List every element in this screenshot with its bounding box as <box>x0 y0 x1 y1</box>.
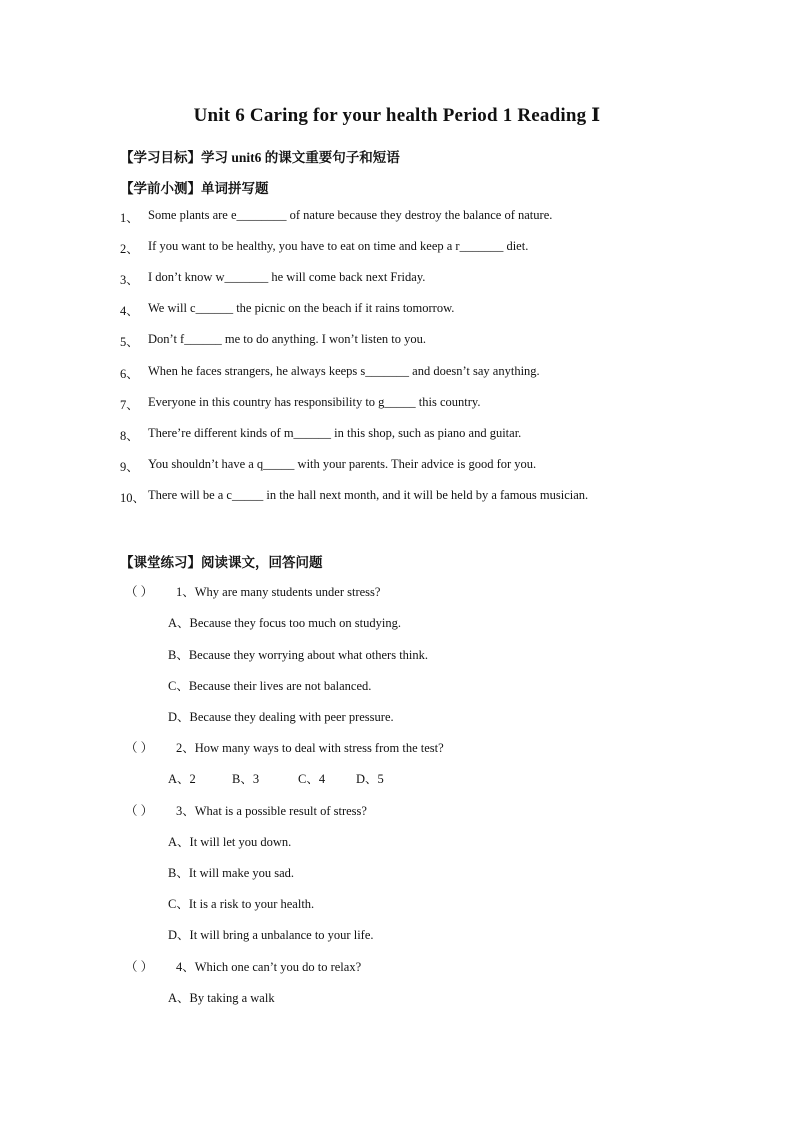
option: D、Because they dealing with peer pressure. <box>168 710 394 724</box>
page-title: Unit 6 Caring for your health Period 1 Reading Ⅰ <box>193 105 601 126</box>
option: C、It is a risk to your health. <box>168 897 315 911</box>
option: A、Because they focus too much on studying. <box>168 616 401 630</box>
option: B、It will make you sad. <box>168 866 295 880</box>
spelling-item: There’re different kinds of m______ in this shop, such as piano and guitar. <box>148 426 522 440</box>
spelling-num: 10、 <box>120 491 146 505</box>
question-text: 1、Why are many students under stress? <box>176 585 381 599</box>
option: D、5 <box>356 772 384 786</box>
spelling-num: 8、 <box>120 429 139 443</box>
spelling-num: 1、 <box>120 211 139 225</box>
answer-blank[interactable]: （ ） <box>125 741 154 755</box>
spelling-num: 4、 <box>120 304 139 318</box>
option: C、Because their lives are not balanced. <box>168 679 372 693</box>
spelling-item: There will be a c_____ in the hall next month, and it will be held by a famous musician. <box>148 488 589 502</box>
spelling-num: 3、 <box>120 273 139 287</box>
option: A、2 <box>168 772 196 786</box>
spelling-item: We will c______ the picnic on the beach if it rains tomorrow. <box>148 301 455 315</box>
option: B、Because they worrying about what others think. <box>168 648 429 662</box>
spelling-item: I don’t know w_______ he will come back next Friday. <box>148 270 426 284</box>
spelling-num: 2、 <box>120 242 139 256</box>
learning-goal-heading: 【学习目标】学习 unit6 的课文重要句子和短语 <box>120 150 400 165</box>
spelling-num: 9、 <box>120 460 139 474</box>
option: D、It will bring a unbalance to your life. <box>168 928 374 942</box>
spelling-item: When he faces strangers, he always keeps s_______ and doesn’t say anything. <box>148 364 540 378</box>
practice-heading: 【课堂练习】阅读课文，回答问题 <box>120 555 323 570</box>
inline-options <box>168 769 384 787</box>
answer-blank[interactable]: （ ） <box>125 804 154 818</box>
answer-blank[interactable]: （ ） <box>125 960 154 974</box>
question-text: 3、What is a possible result of stress? <box>176 804 367 818</box>
spelling-num: 7、 <box>120 398 139 412</box>
spelling-num: 6、 <box>120 367 139 381</box>
option: A、By taking a walk <box>168 991 275 1005</box>
option: B、3 <box>232 772 260 786</box>
pretest-heading: 【学前小测】单词拼写题 <box>120 181 269 196</box>
spelling-item: Everyone in this country has responsibility to g_____ this country. <box>148 395 481 409</box>
option: A、It will let you down. <box>168 835 292 849</box>
spelling-item: If you want to be healthy, you have to eat on time and keep a r_______ diet. <box>148 239 529 253</box>
option: C、4 <box>298 772 326 786</box>
spelling-item: Some plants are e________ of nature because they destroy the balance of nature. <box>148 208 553 222</box>
question-text: 4、Which one can’t you do to relax? <box>176 960 362 974</box>
spelling-item: Don’t f______ me to do anything. I won’t listen to you. <box>148 332 426 346</box>
question-text: 2、How many ways to deal with stress from the test? <box>176 741 444 755</box>
spelling-num: 5、 <box>120 335 139 349</box>
answer-blank[interactable]: （ ） <box>125 585 154 599</box>
spelling-item: You shouldn’t have a q_____ with your parents. Their advice is good for you. <box>148 457 537 471</box>
